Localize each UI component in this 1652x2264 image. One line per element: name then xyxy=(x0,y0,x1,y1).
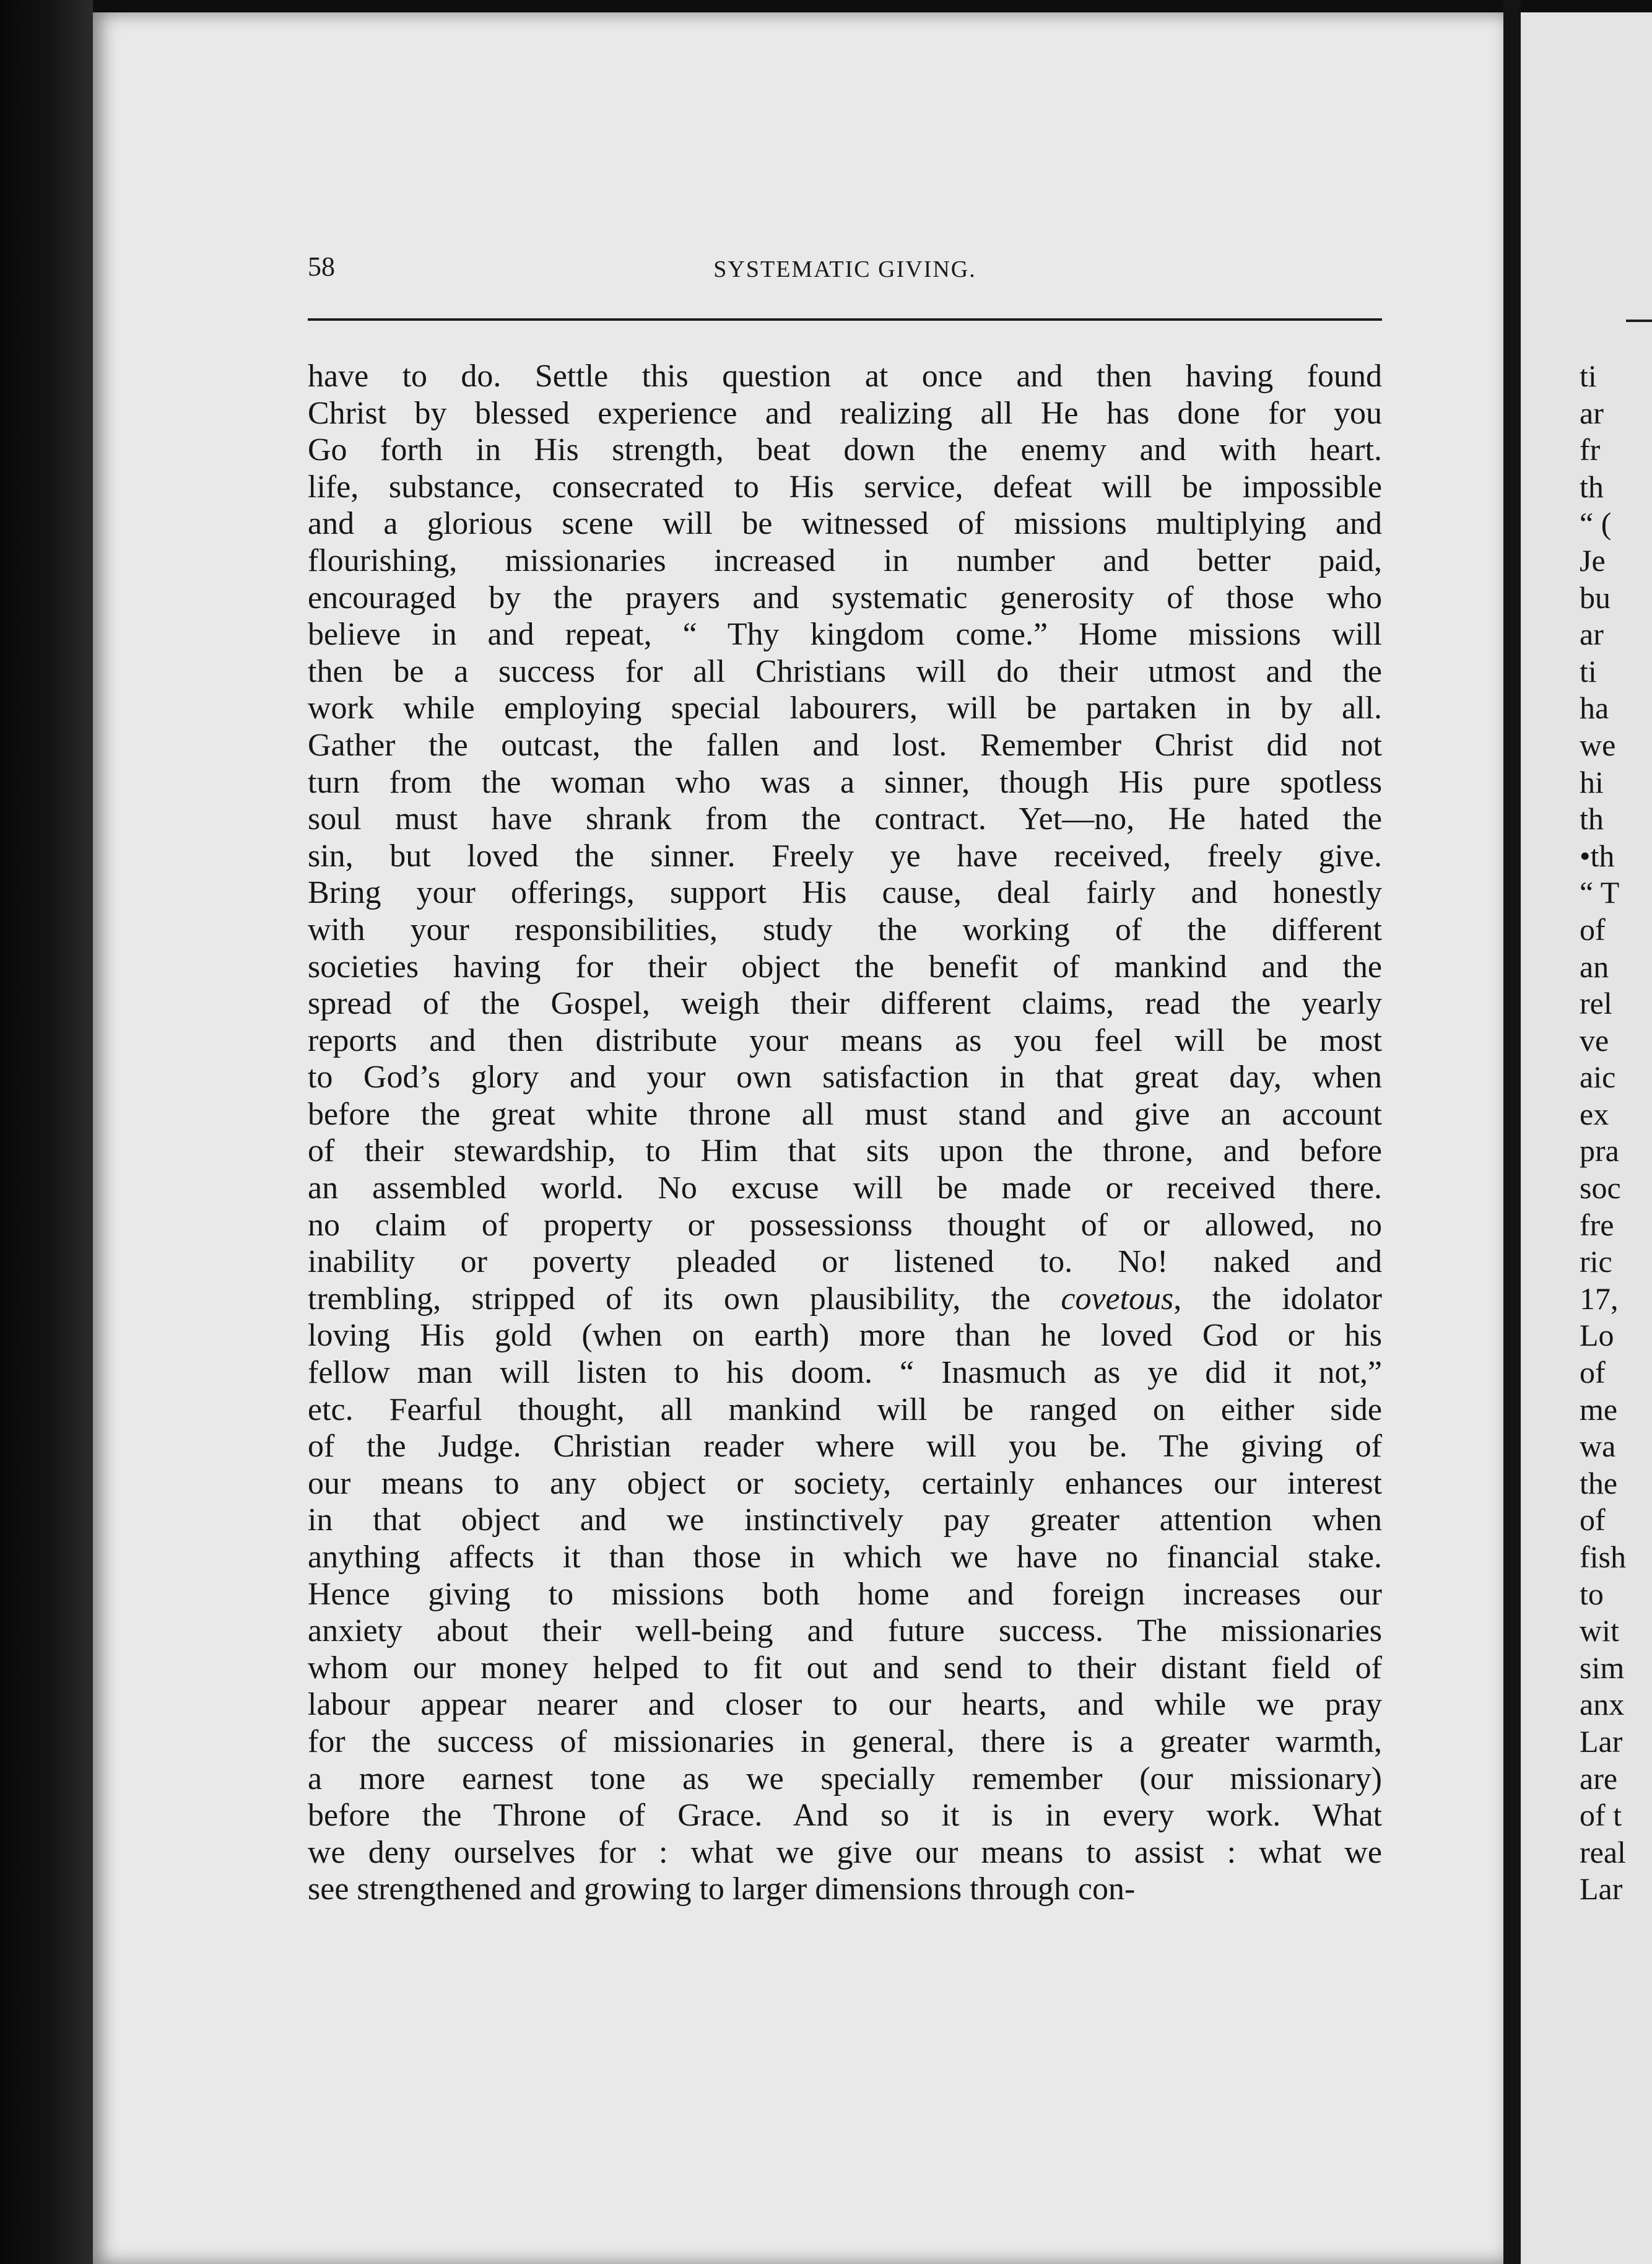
text-line: Gather the outcast, the fallen and lost. Remember Christ did not xyxy=(308,727,1382,763)
fragment-line: Je xyxy=(1580,542,1606,578)
right-page-header-rule xyxy=(1626,320,1652,322)
text-line: soul must have shrank from the contract. Yet—no, He hated the xyxy=(308,801,1382,837)
fragment-line: fre xyxy=(1580,1207,1614,1242)
text-line: before the Throne of Grace. And so it is in every work. What xyxy=(308,1798,1382,1834)
text-line: reports and then distribute your means as you feel will be most xyxy=(308,1022,1382,1058)
text-line: labour appear nearer and closer to our hearts, and while we pray xyxy=(308,1687,1382,1723)
text-line: etc. Fearful thought, all mankind will be ranged on either side xyxy=(308,1391,1382,1427)
running-title: SYSTEMATIC GIVING. xyxy=(713,256,976,282)
fragment-line: an xyxy=(1580,949,1609,984)
fragment-line: ti xyxy=(1580,359,1597,393)
text-line: spread of the Gospel, weigh their different claims, read the yearly xyxy=(308,986,1382,1022)
fragment-line: Lo xyxy=(1580,1318,1614,1353)
fragment-line: ti xyxy=(1580,653,1597,689)
text-line: before the great white throne all must stand and give an account xyxy=(308,1096,1382,1132)
text-line: to God’s glory and your own satisfaction in that great day, when xyxy=(308,1060,1382,1095)
fragment-line: 17, xyxy=(1580,1281,1619,1316)
fragment-line: real xyxy=(1580,1834,1626,1870)
text-line: for the success of missionaries in general, there is a greater warmth, xyxy=(308,1723,1382,1759)
header-rule xyxy=(308,318,1382,321)
text-line: a more earnest tone as we specially remember (our missionary) xyxy=(308,1761,1382,1796)
fragment-line: Lar xyxy=(1580,1723,1623,1759)
text-line: anything affects it than those in which we have no financial stake. xyxy=(308,1539,1382,1575)
text-line: have to do. Settle this question at once and then having found xyxy=(308,359,1382,394)
fragment-line: anx xyxy=(1580,1687,1625,1722)
text-line: with your responsibilities, study the working of the different xyxy=(308,912,1382,947)
fragment-line: pra xyxy=(1580,1133,1619,1169)
text-line: turn from the woman who was a sinner, though His pure spotless xyxy=(308,764,1382,800)
fragment-line: the xyxy=(1580,1465,1618,1500)
text-line: fellow man will listen to his doom. “ Inasmuch as ye did it not,” xyxy=(308,1355,1382,1391)
fragment-line: we xyxy=(1580,727,1616,762)
page-header xyxy=(308,245,1382,300)
fragment-line: rel xyxy=(1580,986,1612,1021)
text-line: societies having for their object the benefit of mankind and the xyxy=(308,949,1382,985)
fragment-line: “ ( xyxy=(1580,506,1612,541)
text-line: Hence giving to missions both home and foreign increases our xyxy=(308,1576,1382,1612)
fragment-line: wit xyxy=(1580,1613,1619,1648)
fragment-line: fish xyxy=(1580,1539,1626,1574)
text-line: Christ by blessed experience and realizing all He has done for you xyxy=(308,395,1382,431)
text-line: we deny ourselves for : what we give our means to assist : what we xyxy=(308,1834,1382,1870)
text-line: see strengthened and growing to larger dimensions through con- xyxy=(308,1871,1136,1907)
fragment-line: wa xyxy=(1580,1429,1616,1464)
text-line: in that object and we instinctively pay greater attention when xyxy=(308,1502,1382,1538)
text-line: flourishing, missionaries increased in number and better paid, xyxy=(308,542,1382,578)
fragment-line: of t xyxy=(1580,1798,1622,1833)
body-text xyxy=(308,358,1382,1908)
right-page-text-fragments xyxy=(1580,358,1652,1908)
text-line: work while employing special labourers, will be partaken in by all. xyxy=(308,690,1382,726)
right-page-edge xyxy=(1521,12,1652,2264)
text-line: no claim of property or possessionss thought of or allowed, no xyxy=(308,1207,1382,1243)
fragment-line: to xyxy=(1580,1576,1604,1611)
fragment-line: are xyxy=(1580,1761,1618,1796)
fragment-line: bu xyxy=(1580,580,1611,615)
fragment-line: ex xyxy=(1580,1096,1609,1131)
text-line: whom our money helped to fit out and send to their distant field of xyxy=(308,1650,1382,1686)
fragment-line: ric xyxy=(1580,1244,1612,1279)
fragment-line: “ T xyxy=(1580,875,1620,910)
fragment-line: •th xyxy=(1580,838,1615,873)
text-line: our means to any object or society, certainly enhances our interest xyxy=(308,1465,1382,1501)
page-number: 58 xyxy=(308,251,335,282)
text-line: sin, but loved the sinner. Freely ye have received, freely give. xyxy=(308,838,1382,874)
fragment-line: sim xyxy=(1580,1650,1625,1685)
fragment-line: ha xyxy=(1580,690,1609,726)
text-line: an assembled world. No excuse will be made or received there. xyxy=(308,1170,1382,1206)
text-line: believe in and repeat, “ Thy kingdom come.” Home missions will xyxy=(308,617,1382,653)
fragment-line: hi xyxy=(1580,764,1604,799)
fragment-line: of xyxy=(1580,1355,1606,1390)
fragment-line: ar xyxy=(1580,395,1604,430)
text-line: of their stewardship, to Him that sits upon the throne, and before xyxy=(308,1133,1382,1169)
fragment-line: soc xyxy=(1580,1170,1621,1206)
fragment-line: ar xyxy=(1580,617,1604,652)
fragment-line: of xyxy=(1580,1502,1606,1538)
text-line: and a glorious scene will be witnessed of missions multiplying and xyxy=(308,506,1382,542)
fragment-line: me xyxy=(1580,1391,1618,1427)
fragment-line: ve xyxy=(1580,1022,1609,1058)
fragment-line: aic xyxy=(1580,1060,1616,1095)
fragment-line: th xyxy=(1580,469,1604,504)
text-line: Bring your offerings, support His cause, deal fairly and honestly xyxy=(308,875,1382,911)
text-line: of the Judge. Christian reader where will you be. The giving of xyxy=(308,1429,1382,1465)
text-line: encouraged by the prayers and systematic generosity of those who xyxy=(308,580,1382,616)
text-line: life, substance, consecrated to His service, defeat will be impossible xyxy=(308,469,1382,505)
fragment-line: Lar xyxy=(1580,1871,1623,1907)
text-line: loving His gold (when on earth) more than he loved God or his xyxy=(308,1318,1382,1354)
fragment-line: fr xyxy=(1580,432,1601,468)
fragment-line: of xyxy=(1580,912,1606,947)
emphasis-word: covetous xyxy=(1061,1281,1174,1317)
text-line: then be a success for all Christians will do their utmost and the xyxy=(308,653,1382,689)
book-binding-edge xyxy=(0,0,93,2264)
text-line: Go forth in His strength, beat down the enemy and with heart. xyxy=(308,432,1382,468)
text-line: anxiety about their well-being and future success. The missionaries xyxy=(308,1613,1382,1649)
text-line: inability or poverty pleaded or listened to. No! naked and xyxy=(308,1244,1382,1280)
text-line: trembling, stripped of its own plausibility, the covetous, the idolator xyxy=(308,1281,1382,1317)
page-gutter xyxy=(1503,0,1521,2264)
fragment-line: th xyxy=(1580,801,1604,837)
